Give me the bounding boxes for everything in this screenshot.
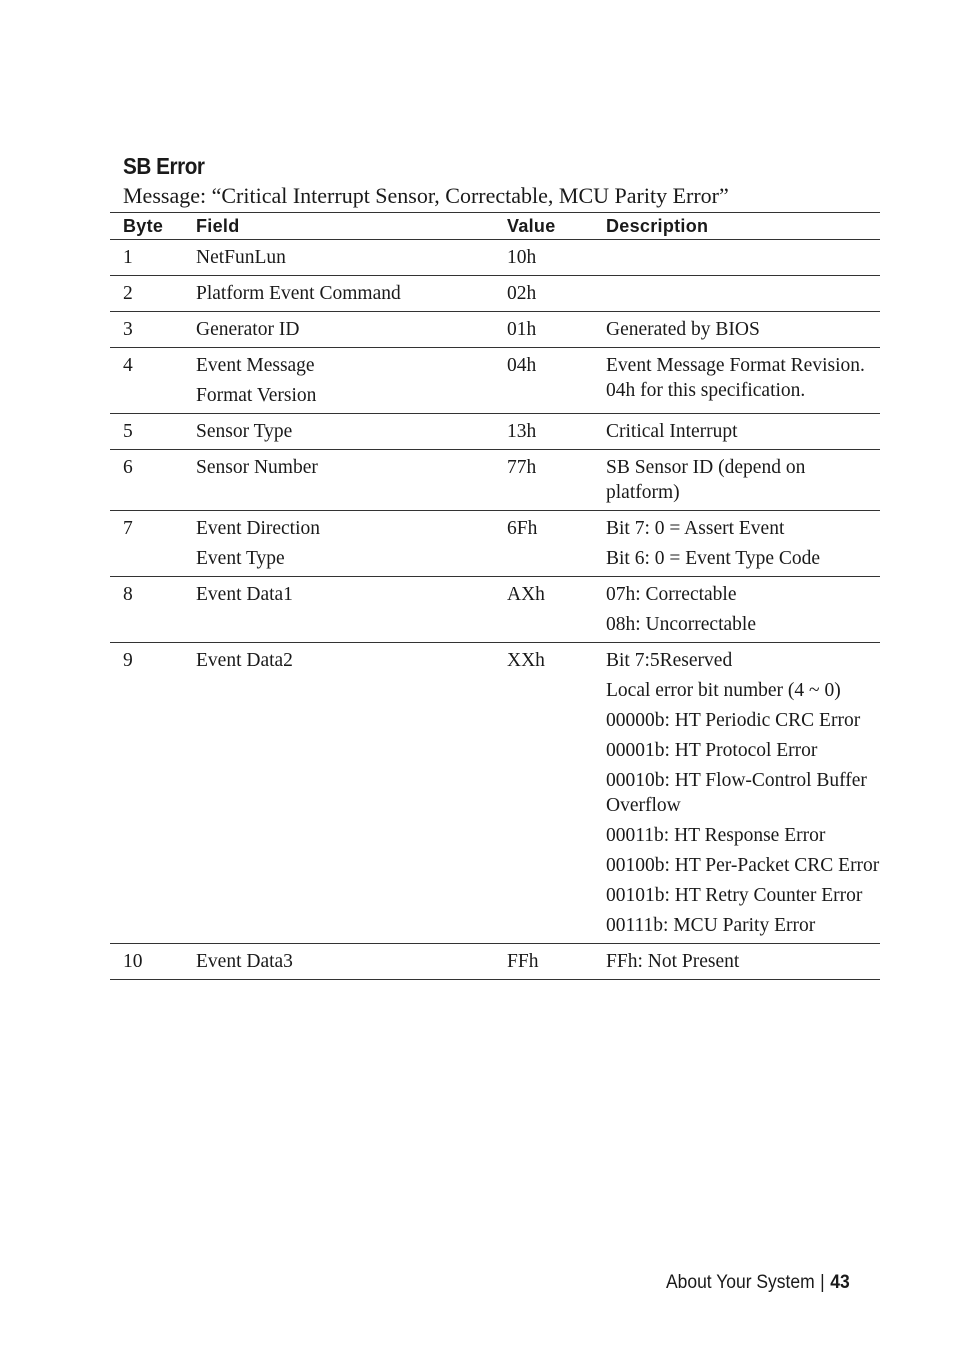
- cell-description: [606, 240, 880, 275]
- description-line: 00001b: HT Protocol Error: [606, 740, 818, 761]
- cell-description: [606, 348, 880, 413]
- description-line: 00011b: HT Response Error: [606, 825, 826, 846]
- table-row: [110, 276, 880, 312]
- cell-value: AXh: [507, 584, 545, 605]
- cell-byte: 7: [123, 518, 133, 539]
- page-number: 43: [830, 1272, 850, 1293]
- table-row: [110, 240, 880, 276]
- table-row: [110, 944, 880, 980]
- cell-byte: 2: [123, 283, 133, 304]
- cell-value: 10h: [507, 247, 537, 268]
- table-row: [110, 643, 880, 944]
- header-field: Field: [196, 216, 240, 236]
- header-value: Value: [507, 216, 556, 236]
- description-line: Event Message Format Revision. 04h for this specification.: [606, 355, 865, 401]
- cell-field: [196, 240, 507, 275]
- cell-value: 04h: [507, 355, 537, 376]
- cell-byte: 3: [123, 319, 133, 340]
- cell-description: [606, 643, 880, 943]
- cell-byte: 6: [123, 457, 133, 478]
- cell-value: 13h: [507, 421, 537, 442]
- header-description: Description: [606, 216, 709, 236]
- cell-field: [196, 511, 507, 576]
- table-header-row: [110, 213, 880, 240]
- cell-field: [196, 643, 507, 943]
- cell-description: [606, 450, 880, 510]
- cell-byte: 10: [123, 951, 143, 972]
- description-line: Generated by BIOS: [606, 319, 760, 340]
- cell-value: FFh: [507, 951, 539, 972]
- description-line: 08h: Uncorrectable: [606, 614, 756, 635]
- description-line: 00010b: HT Flow-Control Buffer Overflow: [606, 770, 867, 816]
- field-line: Event Direction: [196, 518, 320, 539]
- cell-description: [606, 414, 880, 449]
- description-line: Bit 7: 0 = Assert Event: [606, 518, 785, 539]
- cell-field: [196, 348, 507, 413]
- cell-field: [196, 414, 507, 449]
- cell-value: 01h: [507, 319, 537, 340]
- cell-value: XXh: [507, 650, 545, 671]
- description-line: SB Sensor ID (depend on platform): [606, 457, 806, 503]
- cell-byte: 1: [123, 247, 133, 268]
- cell-field: [196, 276, 507, 311]
- header-byte: Byte: [123, 216, 164, 236]
- event-table: [110, 212, 880, 980]
- cell-field: [196, 944, 507, 979]
- cell-description: [606, 577, 880, 642]
- field-line: Generator ID: [196, 319, 300, 340]
- field-line: Platform Event Command: [196, 283, 401, 304]
- section-message: Message: “Critical Interrupt Sensor, Correctable, MCU Parity Error”: [123, 183, 729, 208]
- field-line: Event Data2: [196, 650, 293, 671]
- field-line: Event Data1: [196, 584, 293, 605]
- page-footer: [666, 1272, 850, 1294]
- table-row: [110, 450, 880, 511]
- cell-description: [606, 312, 880, 347]
- cell-byte: 9: [123, 650, 133, 671]
- description-line: 00000b: HT Periodic CRC Error: [606, 710, 861, 731]
- cell-value: 6Fh: [507, 518, 538, 539]
- description-line: FFh: Not Present: [606, 951, 740, 972]
- table-row: [110, 577, 880, 643]
- field-line: NetFunLun: [196, 247, 286, 268]
- cell-description: [606, 944, 880, 979]
- cell-description: [606, 511, 880, 576]
- description-line: 07h: Correctable: [606, 584, 737, 605]
- description-line: Local error bit number (4 ~ 0): [606, 680, 841, 701]
- description-line: Bit 6: 0 = Event Type Code: [606, 548, 821, 569]
- cell-value: 02h: [507, 283, 537, 304]
- field-line: Event Data3: [196, 951, 293, 972]
- field-line: Event Type: [196, 548, 285, 569]
- cell-byte: 4: [123, 355, 133, 376]
- table-row: [110, 348, 880, 414]
- footer-separator: |: [820, 1272, 826, 1293]
- field-line: Event Message: [196, 355, 315, 376]
- table-row: [110, 414, 880, 450]
- description-line: Bit 7:5Reserved: [606, 650, 733, 671]
- cell-byte: 5: [123, 421, 133, 442]
- description-line: 00111b: MCU Parity Error: [606, 915, 816, 936]
- table-row: [110, 511, 880, 577]
- cell-field: [196, 450, 507, 510]
- field-line: Sensor Type: [196, 421, 293, 442]
- field-line: Format Version: [196, 385, 317, 406]
- cell-field: [196, 312, 507, 347]
- section-title: SB Error: [123, 153, 205, 179]
- footer-title: About Your System: [666, 1272, 815, 1293]
- table-body: [110, 240, 880, 980]
- cell-description: [606, 276, 880, 311]
- cell-byte: 8: [123, 584, 133, 605]
- cell-value: 77h: [507, 457, 537, 478]
- field-line: Sensor Number: [196, 457, 318, 478]
- description-line: 00100b: HT Per-Packet CRC Error: [606, 855, 880, 876]
- description-line: Critical Interrupt: [606, 421, 738, 442]
- description-line: 00101b: HT Retry Counter Error: [606, 885, 863, 906]
- cell-field: [196, 577, 507, 642]
- table-row: [110, 312, 880, 348]
